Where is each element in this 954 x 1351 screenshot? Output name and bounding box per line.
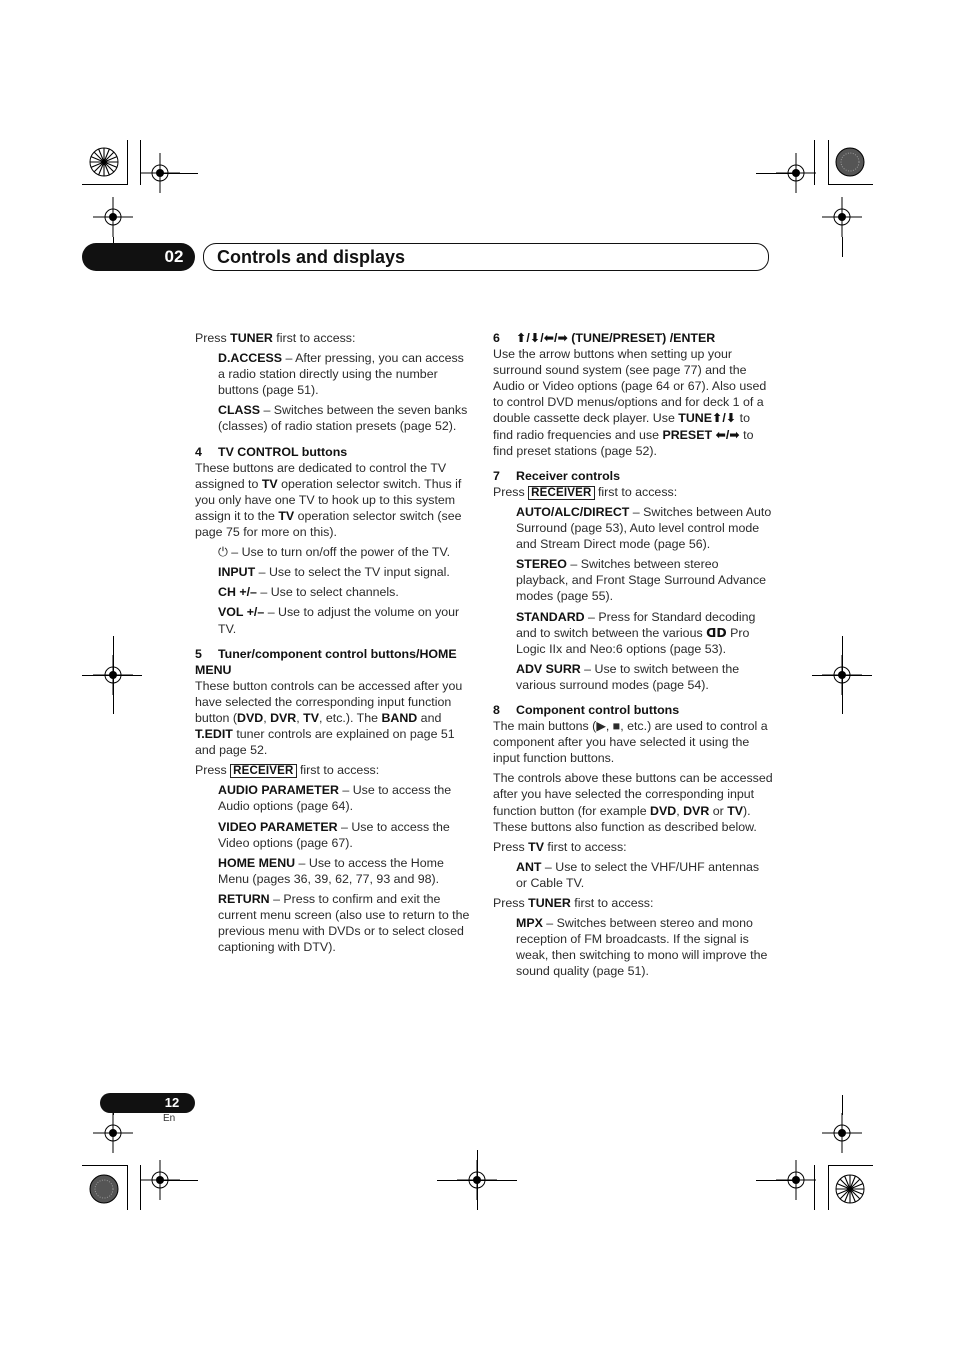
section-6-heading: 6 ⬆/⬇/⬅/➡ (TUNE/PRESET) /ENTER xyxy=(493,331,716,345)
crosshair-mark-icon xyxy=(822,197,862,237)
starburst-mark-icon xyxy=(834,1173,866,1205)
chapter-title: Controls and displays xyxy=(217,247,406,267)
starburst-mark-icon xyxy=(88,146,120,178)
left-right-arrow-icon: ⬅/➡ xyxy=(715,427,740,442)
press-tuner-line: Press TUNER first to access: xyxy=(493,896,654,910)
page-language: En xyxy=(163,1113,176,1124)
tv-power-item: ⏻ – Use to turn on/off the power of the TV. xyxy=(218,545,451,560)
dotted-mark-icon xyxy=(834,146,866,178)
arrow-keys-icon: ⬆/⬇/⬅/➡ xyxy=(516,331,568,345)
press-tv-line: Press TV first to access: xyxy=(493,839,627,854)
receiver-key-badge: RECEIVER xyxy=(230,764,296,778)
daccess-item: D.ACCESS – After pressing, you can access a radio station directly using the number buttons (page 51). xyxy=(218,351,464,398)
section-4-body: These buttons are dedicated to control the TV assigned to TV operation selector switch. Thus if you only have one TV to hook up to this system assign it to the TV operation selector switch (see page 75 for more on this). xyxy=(195,460,462,540)
dotted-mark-icon xyxy=(88,1173,120,1205)
crosshair-mark-icon xyxy=(93,1113,133,1153)
home-menu-item: HOME MENU – Use to access the Home Menu (pages 36, 39, 62, 77, 93 and 98). xyxy=(218,855,444,886)
dolby-logo-icon: ᗡᗞ xyxy=(706,625,727,640)
press-receiver-line: Press RECEIVER first to access: xyxy=(493,484,678,499)
auto-alc-direct-item: AUTO/ALC/DIRECT – Switches between Auto Surround (page 53), Auto level control mode and Stream Direct mode (page 56). xyxy=(516,504,772,552)
page-number: 12 xyxy=(164,1095,180,1110)
press-receiver-line: Press RECEIVER first to access: xyxy=(195,763,380,778)
section-5-heading: 5 Tuner/component control buttons/HOME MENU xyxy=(195,646,457,677)
left-column xyxy=(195,330,473,955)
press-tuner-line: Press TUNER first to access: xyxy=(195,331,356,345)
video-parameter-item: VIDEO PARAMETER – Use to access the Video options (page 67). xyxy=(218,819,450,850)
standard-item: STANDARD – Press for Standard decoding and to switch between the various ᗡᗞ Pro Logic IIx and Neo:6 options (page 53). xyxy=(516,609,756,656)
mpx-item: MPX – Switches between stereo and mono reception of FM broadcasts. If the signal is weak, then switching to mono will improve the sound quality (page 51). xyxy=(516,916,768,979)
up-down-arrow-icon: ⬆/⬇ xyxy=(712,411,737,426)
crosshair-mark-icon xyxy=(93,197,133,237)
stop-icon: ■ xyxy=(612,719,621,734)
section-7-heading: 7 Receiver controls xyxy=(493,468,620,483)
stereo-item: STEREO – Switches between stereo playback, and Front Stage Surround Advance modes (page 55). xyxy=(516,557,767,604)
section-8-heading: 8 Component control buttons xyxy=(493,702,680,717)
power-icon: ⏻ xyxy=(218,545,228,560)
right-column xyxy=(493,330,773,979)
section-8-body-1: The main buttons (▶, ■, etc.) are used to control a component after you have selected it using the input function buttons. xyxy=(493,719,768,766)
audio-parameter-item: AUDIO PARAMETER – Use to access the Audio options (page 64). xyxy=(218,783,452,814)
channel-item: CH +/– – Use to select channels. xyxy=(218,585,399,600)
input-item: INPUT – Use to select the TV input signal. xyxy=(218,565,450,580)
play-icon: ▶ xyxy=(596,719,606,734)
volume-item: VOL +/– – Use to adjust the volume on your TV. xyxy=(218,605,460,636)
section-5-body: These button controls can be accessed after you have selected the corresponding input function button (DVD, DVR, TV, etc.). The BAND and T.EDIT tuner controls are explained on page 51 and page 52. xyxy=(195,678,463,758)
section-6-body: Use the arrow buttons when setting up your surround sound system (see page 77) and the Audio or Video options (page 64 or 67). Also used to control DVD menus/options and for deck 1 of a double cassette deck player. Use TUNE⬆/⬇ to find radio frequencies and use PRESET ⬅/➡ to find preset stations (page 52). xyxy=(493,347,767,458)
return-item: RETURN – Press to confirm and exit the current menu screen (also use to return to the previous menu with DVDs or to select closed captioning with DTV). xyxy=(218,891,470,955)
adv-surr-item: ADV SURR – Use to switch between the various surround modes (page 54). xyxy=(516,661,740,692)
crosshair-mark-icon xyxy=(822,1113,862,1153)
ant-item: ANT – Use to select the VHF/UHF antennas or Cable TV. xyxy=(516,859,760,890)
section-8-body-2: The controls above these buttons can be accessed after you have selected the corresponding input function button (for example DVD, DVR or TV). These buttons also function as described below. xyxy=(493,771,773,834)
class-item: CLASS – Switches between the seven banks (classes) of radio station presets (page 52). xyxy=(218,403,468,434)
section-4-heading: 4 TV CONTROL buttons xyxy=(195,444,348,459)
chapter-number: 02 xyxy=(164,247,184,266)
receiver-key-badge: RECEIVER xyxy=(528,486,594,500)
